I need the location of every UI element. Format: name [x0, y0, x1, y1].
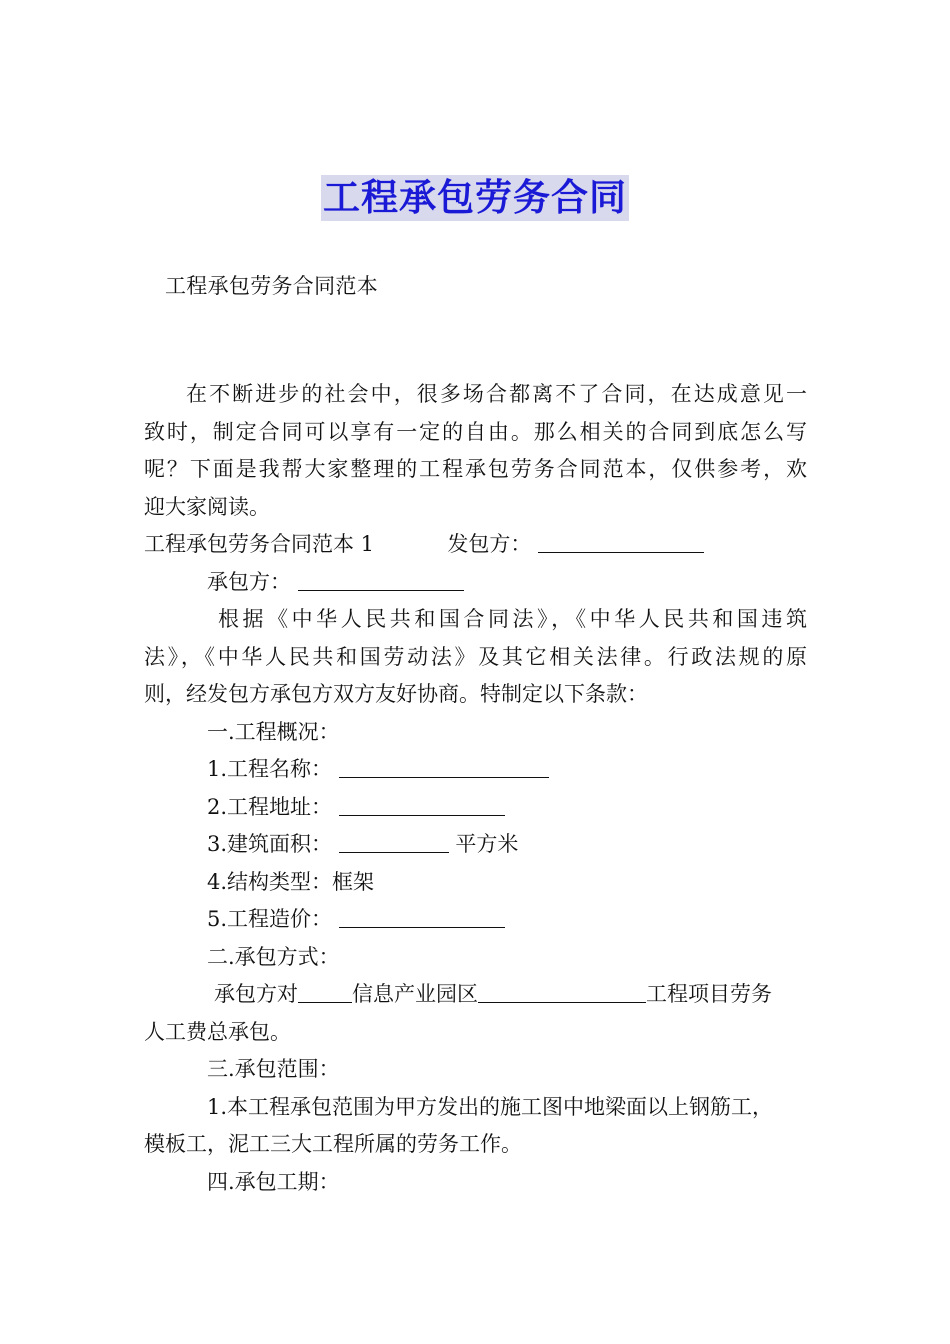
project-name-blank[interactable]: [339, 755, 549, 778]
party-a-blank[interactable]: [538, 530, 704, 553]
project-cost-line: [144, 901, 807, 939]
intro-line-1: 在不断进步的社会中，很多场合都离不了合同，在达成意见一: [186, 382, 807, 406]
intro-line-2: 致时，制定合同可以享有一定的自由。那么相关的合同到底怎么写: [144, 419, 807, 444]
section-three-heading: 三.承包范围：: [207, 1057, 340, 1081]
building-area-line: [144, 826, 807, 864]
party-b-label: 承包方：: [207, 569, 291, 594]
basis-line-1: 根据《中华人民共和国合同法》，《中华人民共和国违筑: [218, 607, 807, 631]
project-cost-label: 5.工程造价：: [207, 907, 333, 931]
document-title: 工程承包劳务合同: [323, 176, 627, 219]
intro-line-3: 呢？下面是我帮大家整理的工程承包劳务合同范本，仅供参考，欢: [144, 457, 807, 481]
project-address-blank[interactable]: [339, 793, 505, 816]
project-item-blank[interactable]: [478, 980, 646, 1003]
building-area-blank[interactable]: [339, 830, 449, 853]
contract-method-text-a: 承包方对: [214, 982, 298, 1006]
scope-item-1-line-1: 1.本工程承包范围为甲方发出的施工图中地梁面以上钢筋工，: [207, 1094, 774, 1119]
title-container: [0, 175, 950, 221]
party-b-line: [144, 564, 807, 602]
sample-heading-line: [144, 526, 807, 564]
project-address-line: [144, 789, 807, 827]
section-four-heading: 四.承包工期：: [207, 1169, 340, 1194]
scope-item-1-line-2: 模板工，泥工三大工程所属的劳务工作。: [144, 1132, 522, 1156]
intro-line-4: 迎大家阅读。: [144, 494, 270, 519]
project-name-line: [144, 751, 807, 789]
contractor-blank[interactable]: [298, 980, 352, 1003]
contract-method-line-1: [144, 976, 807, 1014]
section-two-heading: 二.承包方式：: [207, 944, 340, 969]
document-body: [144, 376, 807, 1201]
document-subtitle: 工程承包劳务合同范本: [165, 274, 378, 298]
project-name-label: 1.工程名称：: [207, 757, 333, 781]
basis-line-3: 则，经发包方承包方双方友好协商。特制定以下条款：: [144, 682, 648, 706]
basis-line-2: 法》，《中华人民共和国劳动法》及其它相关法律。行政法规的原: [144, 644, 807, 669]
contract-method-text-b: 信息产业园区: [352, 982, 478, 1006]
party-a-label: 发包方：: [447, 532, 532, 556]
contract-method-text-c: 工程项目劳务: [646, 982, 772, 1006]
project-cost-blank[interactable]: [339, 905, 505, 928]
project-address-label: 2.工程地址：: [207, 794, 333, 819]
building-area-unit: 平方米: [455, 832, 519, 856]
structure-type-line: 4.结构类型：框架: [207, 869, 375, 894]
contract-method-line-2: 人工费总承包。: [144, 1019, 291, 1044]
building-area-label: 3.建筑面积：: [207, 832, 333, 856]
sample-heading: 工程承包劳务合同范本 1: [144, 532, 375, 556]
section-one-heading: 一.工程概况：: [207, 719, 340, 744]
party-b-blank[interactable]: [298, 568, 464, 591]
